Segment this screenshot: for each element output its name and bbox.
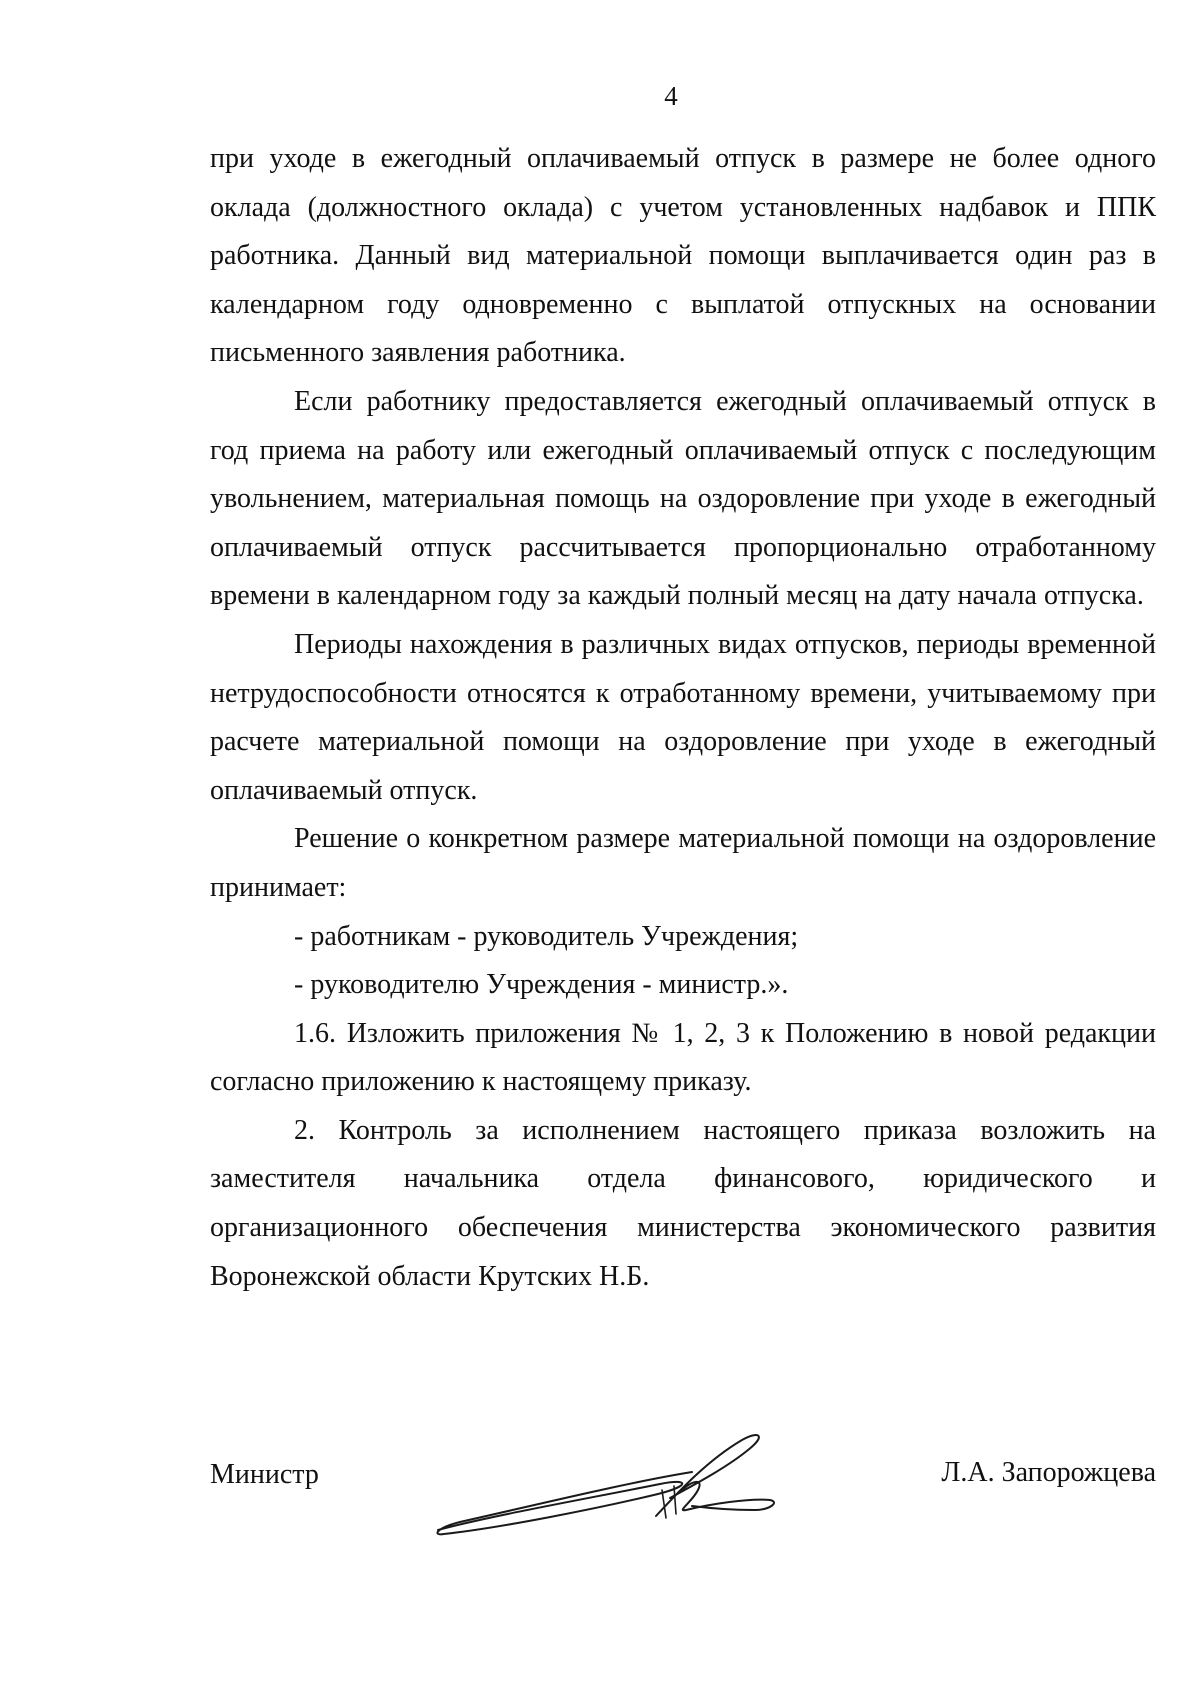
paragraph-worked-time-periods: Периоды нахождения в различных видах отпусков, периоды временной нетрудоспособности относятся к отработанному времени, учитываемому при расчете материальной помощи на оздоровление при уходе в ежегодный оплачиваемый отпуск. (210, 628, 1156, 806)
document-body (210, 135, 1156, 1301)
handwritten-signature (430, 1420, 810, 1550)
paragraph-item-1-6: 1.6. Изложить приложения № 1, 2, 3 к Положению в новой редакции согласно приложению к настоящему приказу. (210, 1017, 1156, 1098)
paragraph-item-2-control: 2. Контроль за исполнением настоящего приказа возложить на заместителя начальника отдела финансового, юридического и организационного обеспечения министерства экономического развития Воронежской области Крутских Н.Б. (210, 1114, 1156, 1292)
paragraph-proportional-calculation: Если работнику предоставляется ежегодный оплачиваемый отпуск в год приема на работу или ежегодный оплачиваемый отпуск с последующим увольнением, материальная помощь на оздоровление при уходе в ежегодный оплачиваемый отпуск рассчитывается пропорционально отработанному времени в календарном году за каждый полный месяц на дату начала отпуска. (210, 385, 1156, 612)
signatory-role: Министр (210, 1459, 319, 1490)
paragraph-decision-authority: Решение о конкретном размере материальной помощи на оздоровление принимает: (210, 823, 1156, 903)
page-number: 4 (664, 81, 678, 111)
signatory-name: Л.А. Запорожцева (941, 1457, 1156, 1488)
signature-block (210, 1440, 1156, 1560)
paragraph-vacation-aid-amount: при уходе в ежегодный оплачиваемый отпуск в размере не более одного оклада (должностного оклада) с учетом установленных надбавок и ППК работника. Данный вид материальной помощи выплачивается один раз в календарном году одновременно с выплатой отпускных на основании письменного заявления работника. (210, 143, 1156, 369)
list-item-head: - руководителю Учреждения - министр.». (294, 969, 789, 1001)
list-item-employees: - работникам - руководитель Учреждения; (294, 920, 799, 952)
